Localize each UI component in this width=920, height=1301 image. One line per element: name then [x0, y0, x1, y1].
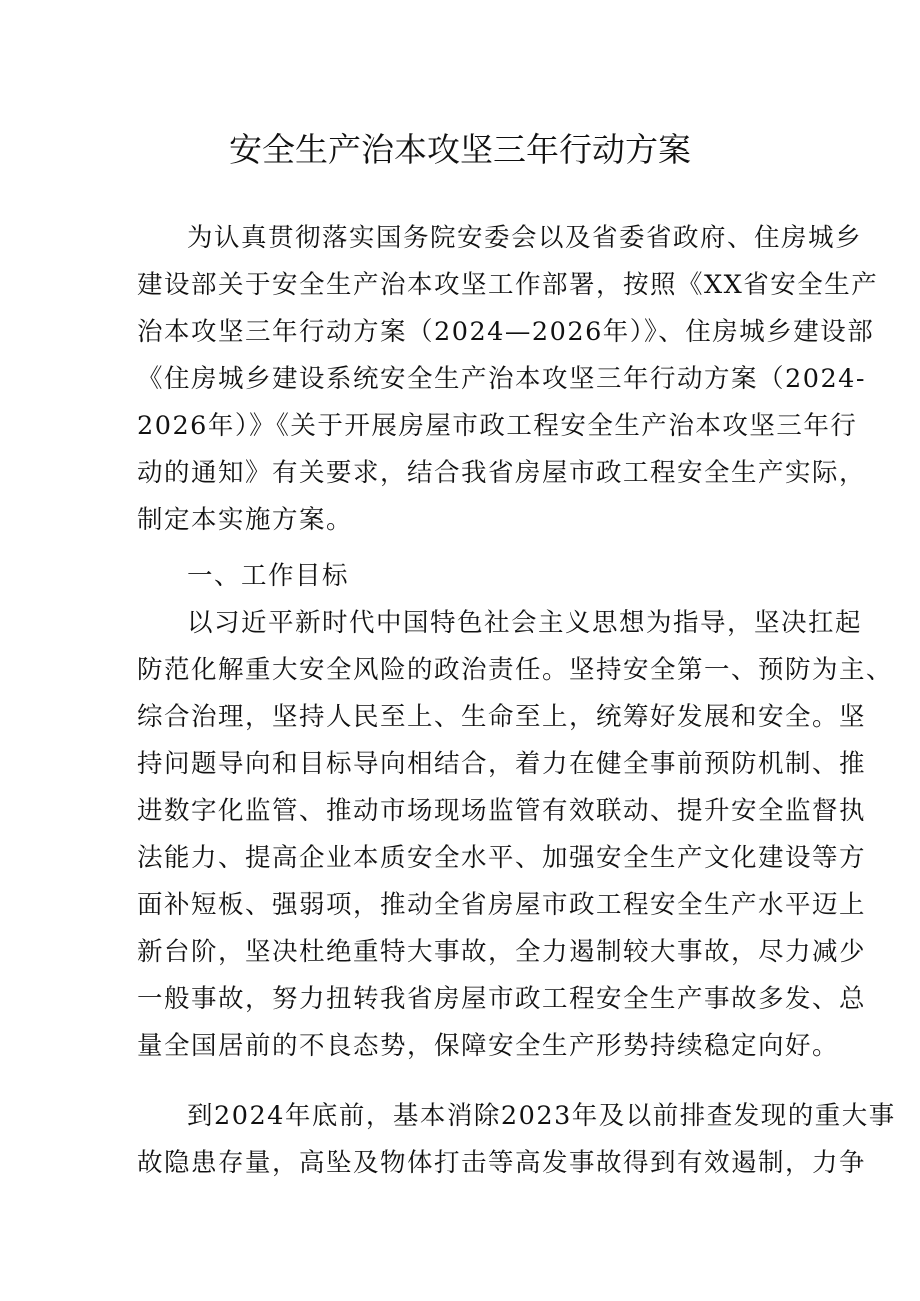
section-heading-work-goals: 一、工作目标 [187, 561, 350, 591]
goal-line-6: 法能力、提高企业本质安全水平、加强安全生产文化建设等方 [137, 843, 867, 873]
intro-line-7: 制定本实施方案。 [137, 505, 354, 535]
goal-line-3: 综合治理，坚持人民至上、生命至上，统筹好发展和安全。坚 [137, 702, 867, 732]
intro-line-5: 2026年）》《关于开展房屋市政工程安全生产治本攻坚三年行 [137, 411, 858, 441]
goal-line-4: 持问题导向和目标导向相结合，着力在健全事前预防机制、推 [137, 749, 867, 779]
target-2024-line-1: 到2024年底前，基本消除2023年及以前排查发现的重大事 [187, 1101, 896, 1131]
intro-line-4: 《住房城乡建设系统安全生产治本攻坚三年行动方案（2024- [137, 364, 867, 394]
goal-line-5: 进数字化监管、推动市场现场监管有效联动、提升安全监督执 [137, 796, 867, 826]
goal-line-9: 一般事故，努力扭转我省房屋市政工程安全生产事故多发、总 [137, 984, 867, 1014]
intro-line-6: 动的通知》有关要求，结合我省房屋市政工程安全生产实际， [137, 458, 867, 488]
document-title: 安全生产治本攻坚三年行动方案 [229, 130, 691, 169]
goal-line-2: 防范化解重大安全风险的政治责任。坚持安全第一、预防为主、 [137, 655, 894, 685]
target-2024-line-2: 故隐患存量，高坠及物体打击等高发事故得到有效遏制，力争 [137, 1148, 867, 1178]
intro-line-3: 治本攻坚三年行动方案（2024—2026年）》、住房城乡建设部 [137, 317, 875, 347]
goal-line-10: 量全国居前的不良态势，保障安全生产形势持续稳定向好。 [137, 1031, 840, 1061]
intro-line-1: 为认真贯彻落实国务院安委会以及省委省政府、住房城乡 [187, 223, 863, 253]
goal-line-1: 以习近平新时代中国特色社会主义思想为指导，坚决扛起 [187, 608, 863, 638]
goal-line-8: 新台阶，坚决杜绝重特大事故，全力遏制较大事故，尽力减少 [137, 937, 867, 967]
goal-line-7: 面补短板、强弱项，推动全省房屋市政工程安全生产水平迈上 [137, 890, 867, 920]
intro-line-2: 建设部关于安全生产治本攻坚工作部署，按照《XX省安全生产 [137, 270, 879, 300]
